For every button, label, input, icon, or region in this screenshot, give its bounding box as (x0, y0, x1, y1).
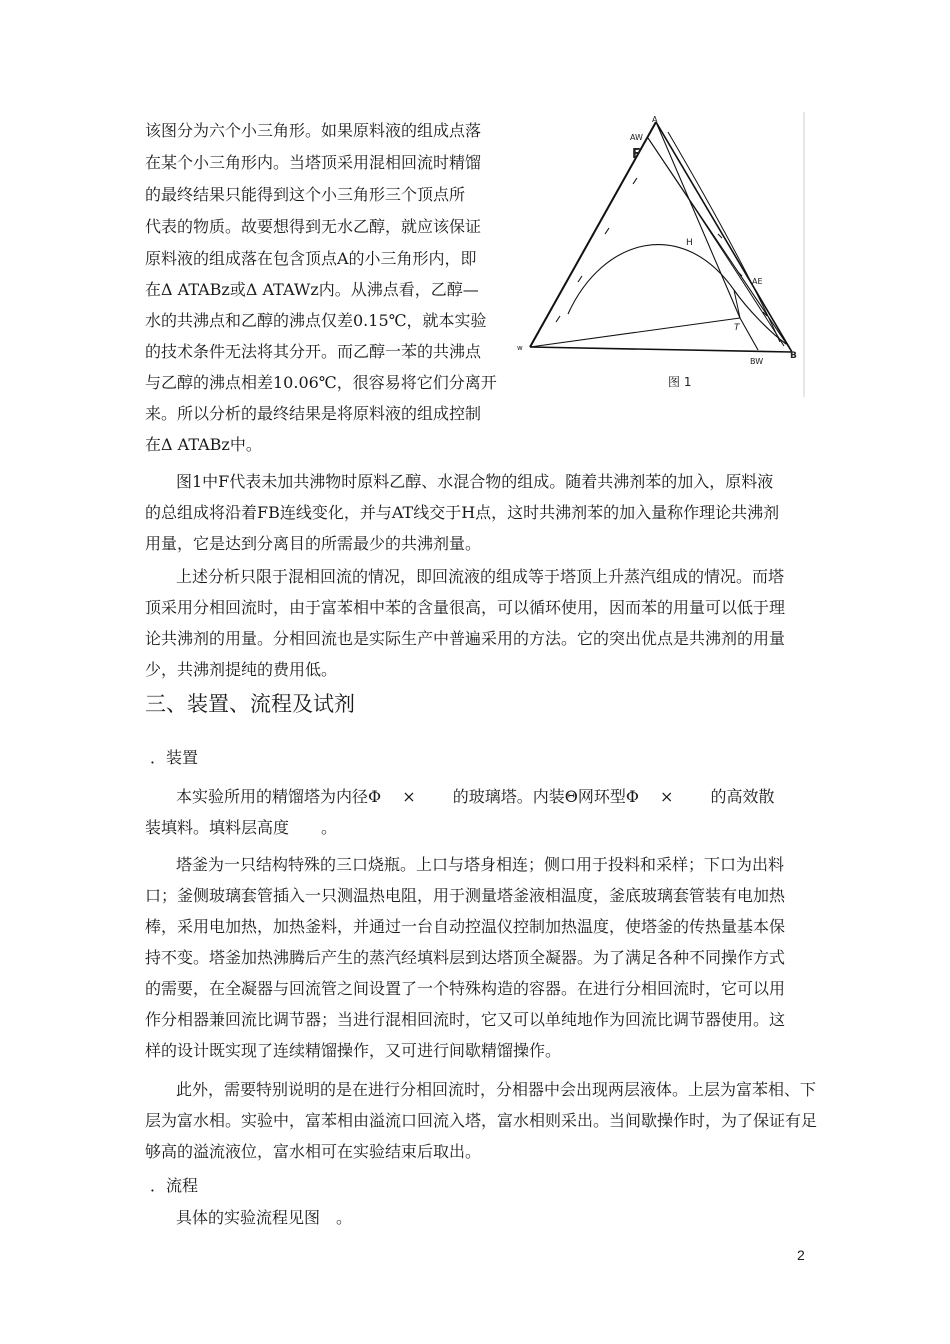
intro-line: 该图分为六个小三角形。如果原料液的组成点落 (145, 121, 482, 140)
intro-line: 在某个小三角形内。当塔顶采用混相回流时精馏 (145, 153, 482, 172)
triangle-right-edge (656, 122, 792, 352)
intro-line: 水的共沸点和乙醇的沸点仅差0.15℃，就本实验 (145, 311, 487, 330)
triangle-base (530, 347, 792, 352)
line-AT (656, 122, 740, 318)
paragraph-line: 少，共沸剂提纯的费用低。 (145, 660, 338, 679)
line-T-BW (740, 318, 758, 350)
paragraph-line: 的总组成将沿着FB连线变化，并与AT线交于H点，这时共沸剂苯的加入量称作理论共沸剂 (145, 503, 780, 522)
label-T: T (734, 323, 740, 333)
intro-line: 与乙醇的沸点相差10.06℃，很容易将它们分离开 (145, 373, 497, 392)
paragraph-line: 样的设计既实现了连续精馏操作，又可进行间歇精馏操作。 (145, 1041, 562, 1060)
label-F: F (632, 147, 641, 162)
edge-tick-marks (556, 178, 637, 322)
paragraph-flow-reference: 具体的实验流程见图 。 (176, 1208, 353, 1227)
paragraph-line: 作分相器兼回流比调节器；当进行混相回流时，它又可以单纯地作为回流比调节器使用。这 (145, 1010, 786, 1029)
intro-line: 原料液的组成落在包含顶点A的小三角形内，即 (145, 249, 477, 268)
label-W: w (517, 344, 523, 352)
intro-line: 来。所以分析的最终结果是将原料液的组成控制 (145, 404, 482, 423)
intro-line: 在Δ ATABz或Δ ATAWz内。从沸点看，乙醇— (145, 280, 479, 299)
paragraph-line: 顶采用分相回流时，由于富苯相中苯的含量很高，可以循环使用，因而苯的用量可以低于理 (145, 598, 786, 617)
intro-line: 的最终结果只能得到这个小三角形三个顶点所 (145, 185, 466, 204)
paragraph-line: 棒，采用电加热，加热釜料，并通过一台自动控温仪控制加热温度，使塔釜的传热量基本保 (145, 917, 786, 936)
label-AW: AW (630, 133, 643, 142)
ternary-diagram (508, 112, 806, 397)
label-B: B (790, 351, 797, 361)
curve-right (648, 138, 784, 346)
paragraph-line: 用量，它是达到分离目的所需最少的共沸剂量。 (145, 534, 482, 553)
intro-line: 在Δ ATABz中。 (145, 435, 262, 454)
paragraph-line: 论共沸剂的用量。分相回流也是实际生产中普遍采用的方法。它的突出优点是共沸剂的用量 (145, 629, 786, 648)
page-number: 2 (797, 1247, 805, 1263)
ternary-diagram-figure (508, 112, 806, 397)
paragraph-line: 此外，需要特别说明的是在进行分相回流时，分相器中会出现两层液体。上层为富苯相、下 (176, 1080, 817, 1099)
line-WT (530, 318, 740, 347)
label-BW: BW (750, 357, 764, 366)
label-A: A (652, 115, 658, 124)
label-AE: AE (752, 277, 763, 286)
paragraph-line: 持不变。塔釜加热沸腾后产生的蒸汽经填料层到达塔顶全凝器。为了满足各种不同操作方式 (145, 948, 786, 967)
paragraph-line: 的需要，在全凝器与回流管之间设置了一个特殊构造的容器。在进行分相回流时，它可以用 (145, 979, 786, 998)
paragraph-line: 口；釜侧玻璃套管插入一只测温热电阻，用于测量塔釜液相温度，釜底玻璃套管装有电加热 (145, 886, 786, 905)
paragraph-line: 够高的溢流液位，富水相可在实验结束后取出。 (145, 1142, 482, 1161)
subsection-heading-flow: ．流程 (150, 1176, 199, 1195)
section-heading: 三、装置、流程及试剂 (145, 692, 355, 716)
paragraph-line: 装填料。填料层高度 。 (145, 818, 338, 837)
figure-caption: 图 1 (668, 375, 692, 389)
subsection-heading-apparatus: ．装置 (150, 748, 199, 767)
paragraph-line: 上述分析只限于混相回流的情况，即回流液的组成等于塔顶上升蒸汽组成的情况。而塔 (176, 567, 785, 586)
intro-line: 代表的物质。故要想得到无水乙醇，就应该保证 (145, 217, 482, 236)
paragraph-line: 本实验所用的精馏塔为内径Φ × 的玻璃塔。内装Θ网环型Φ × 的高效散 (176, 787, 775, 806)
paragraph-line: 塔釜为一只结构特殊的三口烧瓶。上口与塔身相连；侧口用于投料和采样；下口为出料 (176, 855, 785, 874)
intro-line: 的技术条件无法将其分开。而乙醇一苯的共沸点 (145, 342, 482, 361)
label-H: H (686, 238, 693, 248)
paragraph-line: 层为富水相。实验中，富苯相由溢流口回流入塔，富水相则采出。当间歇操作时，为了保证有足 (145, 1111, 818, 1130)
paragraph-line: 图1中F代表未加共沸物时原料乙醇、水混合物的组成。随着共沸剂苯的加入，原料液 (176, 472, 774, 491)
